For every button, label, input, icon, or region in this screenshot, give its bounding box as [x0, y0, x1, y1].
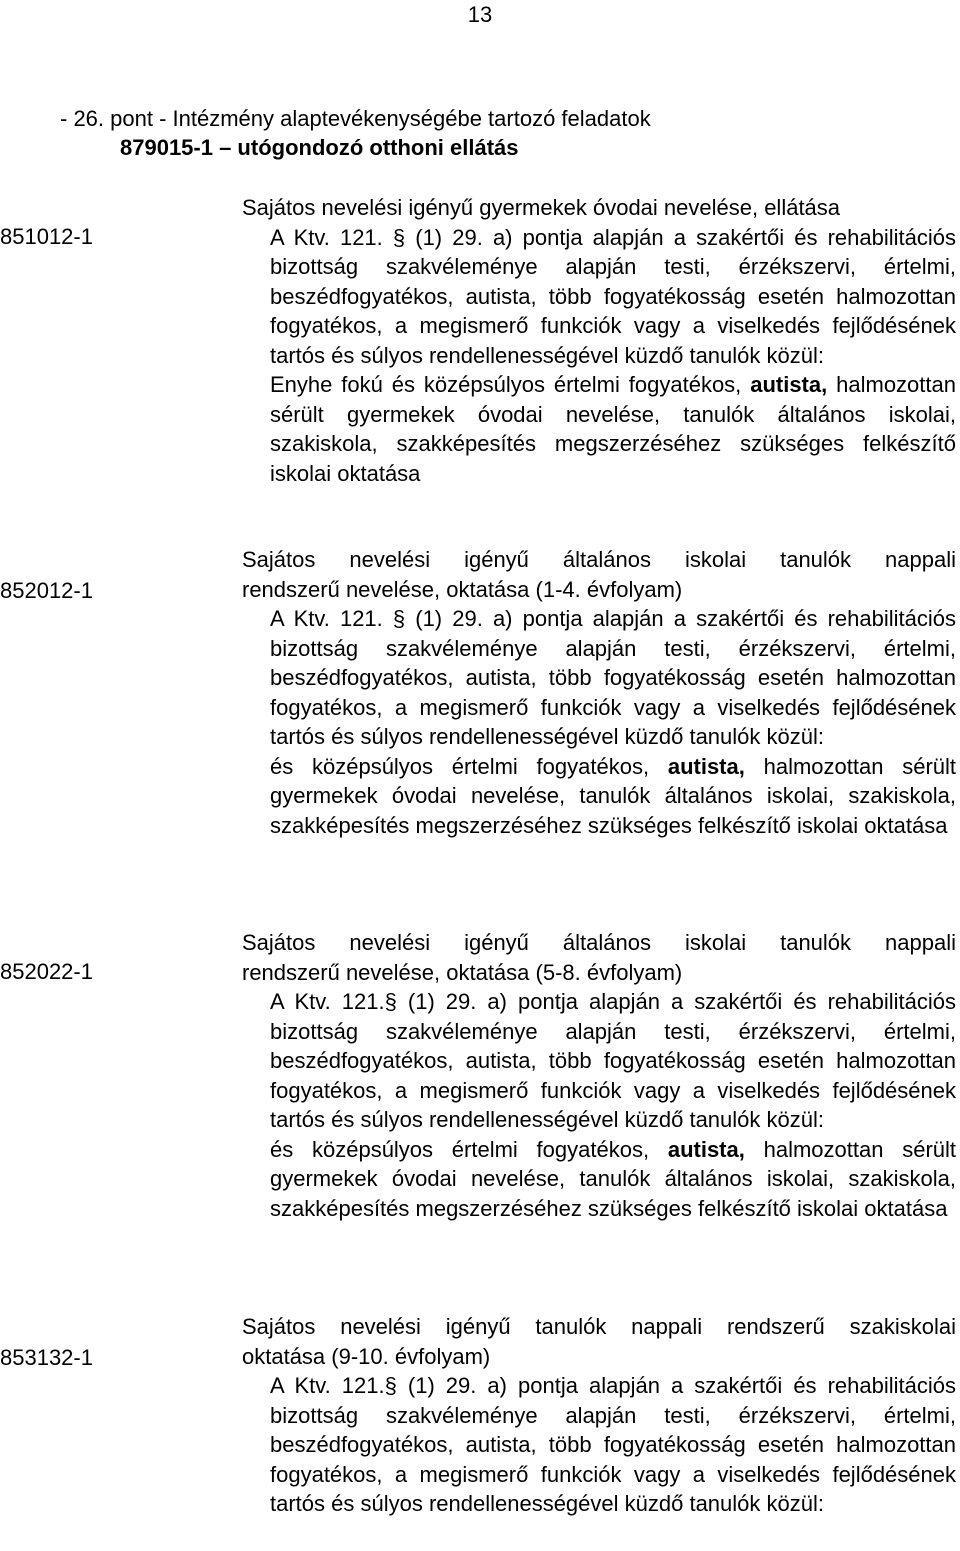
entry-code: 853132-1	[0, 1345, 93, 1370]
entry-code: 851012-1	[0, 224, 93, 249]
entry-description	[242, 193, 956, 488]
entry-title-line-1: Sajátos nevelési igényű tanulók nappali rendszerű szakiskolai	[242, 1314, 956, 1339]
legal-basis-text: A Ktv. 121.§ (1) 29. a) pontja alapján a szakértői és rehabilitációs bizottság szakvéleménye alapján testi, érzékszervi, értelmi, beszédfogyatékos, autista, több fogyatékosság esetén halmozottan fogyatékos, a megismerő funkciók vagy a viselkedés fejlődésének tartós és súlyos rendellenességével küzdő tanulók közül:	[270, 989, 956, 1132]
heading-line-2: 879015-1 – utógondozó otthoni ellátás	[120, 135, 519, 160]
entry-title-line-2: rendszerű nevelése, oktatása (1-4. évfolyam)	[242, 576, 683, 602]
entry-title-line-1: Sajátos nevelési igényű általános iskolai tanulók nappali	[242, 547, 956, 572]
legal-basis-text: A Ktv. 121.§ (1) 29. a) pontja alapján a szakértői és rehabilitációs bizottság szakvéleménye alapján testi, érzékszervi, értelmi, beszédfogyatékos, autista, több fogyatékosság esetén halmozottan fogyatékos, a megismerő funkciók vagy a viselkedés fejlődésének tartós és súlyos rendellenességével küzdő tanulók közül:	[270, 1373, 956, 1516]
entry-description	[242, 928, 956, 1223]
entry-title-line-2: rendszerű nevelése, oktatása (5-8. évfolyam)	[242, 959, 683, 985]
page-number: 13	[467, 2, 493, 27]
autista-emphasis: autista,	[750, 372, 828, 397]
entry-description	[242, 545, 956, 840]
heading-line-1: - 26. pont - Intézmény alaptevékenységébe tartozó feladatok	[60, 106, 651, 131]
autista-emphasis: autista,	[667, 1136, 745, 1162]
entry-title-line-1: Sajátos nevelési igényű általános iskolai tanulók nappali	[242, 930, 956, 955]
entry-body	[242, 223, 956, 489]
entry-code: 852022-1	[0, 959, 93, 984]
detail-text: és középsúlyos értelmi fogyatékos, autista, halmozottan sérült gyermekek óvodai nevelése, tanulók általános iskolai, szakiskola, szakképesítés megszerzéséhez szükséges felkészítő iskolai oktatása	[270, 1136, 957, 1221]
detail-text: és középsúlyos értelmi fogyatékos, autista, halmozottan sérült gyermekek óvodai nevelése, tanulók általános iskolai, szakiskola, szakképesítés megszerzéséhez szükséges felkészítő iskolai oktatása	[270, 753, 957, 838]
entry-code: 852012-1	[0, 578, 93, 603]
entry-body	[242, 604, 956, 840]
entry-body	[242, 1371, 956, 1519]
section-heading	[60, 104, 651, 162]
entry-title: Sajátos nevelési igényű gyermekek óvodai nevelése, ellátása	[242, 195, 841, 220]
legal-basis-text: A Ktv. 121. § (1) 29. a) pontja alapján a szakértői és rehabilitációs bizottság szakvéleménye alapján testi, érzékszervi, értelmi, beszédfogyatékos, autista, több fogyatékosság esetén halmozottan fogyatékos, a megismerő funkciók vagy a viselkedés fejlődésének tartós és súlyos rendellenességével küzdő tanulók közül:	[270, 224, 956, 368]
autista-emphasis: autista,	[667, 753, 745, 779]
entry-body	[242, 987, 956, 1223]
detail-text: Enyhe fokú és középsúlyos értelmi fogyatékos, autista, halmozottan sérült gyermekek óvodai nevelése, tanulók általános iskolai, szakiskola, szakképesítés megszerzéséhez szükséges felkészítő iskolai oktatása	[270, 372, 956, 486]
entry-description	[242, 1312, 956, 1519]
entry-title-line-2: oktatása (9-10. évfolyam)	[242, 1343, 491, 1369]
legal-basis-text: A Ktv. 121. § (1) 29. a) pontja alapján a szakértői és rehabilitációs bizottság szakvéleménye alapján testi, érzékszervi, értelmi, beszédfogyatékos, autista, több fogyatékosság esetén halmozottan fogyatékos, a megismerő funkciók vagy a viselkedés fejlődésének tartós és súlyos rendellenességével küzdő tanulók közül:	[270, 606, 956, 749]
